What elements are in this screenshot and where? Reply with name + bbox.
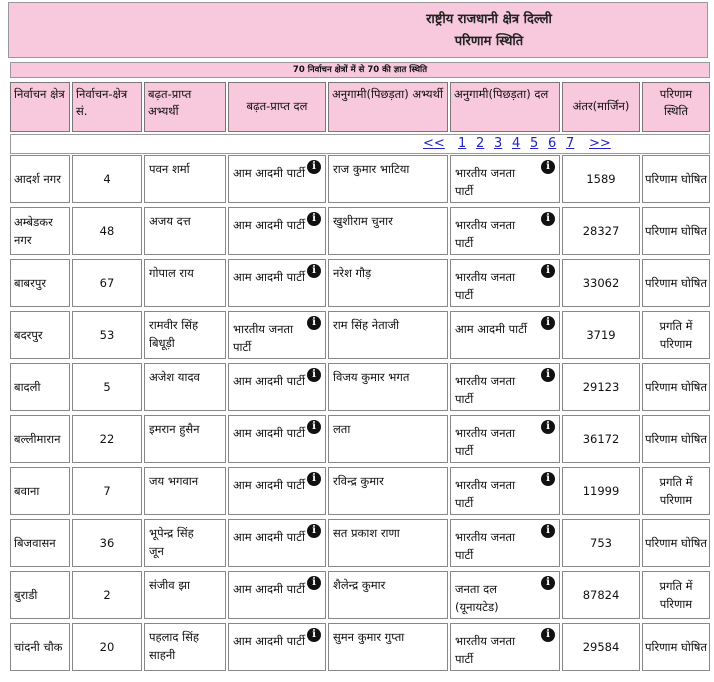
cell-constituency-text: बाबरपुर: [14, 276, 47, 290]
info-icon[interactable]: i: [541, 628, 555, 642]
cell-trailing-candidate-text: रविन्द्र कुमार: [333, 474, 384, 488]
party-name: भारतीय जनता पार्टी: [455, 426, 516, 458]
cell-const-no: [72, 467, 142, 515]
cell-trailing-party: [450, 259, 560, 307]
cell-trailing-candidate-text: नरेश गौड़: [333, 266, 372, 280]
cell-margin-text: 11999: [582, 484, 620, 498]
cell-trailing-candidate-text: लता: [333, 422, 351, 436]
cell-trailing-candidate-text: राम सिंह नेताजी: [333, 318, 400, 332]
cell-status-text: परिणाम घोषित: [645, 224, 707, 238]
info-icon[interactable]: i: [307, 160, 321, 174]
cell-margin-text: 29584: [582, 640, 620, 654]
cell-status-text: परिणाम घोषित: [645, 172, 707, 186]
cell-status-text: परिणाम घोषित: [645, 380, 707, 394]
cell-trailing-candidate: [328, 259, 448, 307]
header-trailing-candidate: अनुगामी(पिछड़ता) अभ्यर्थी: [328, 82, 448, 132]
cell-leading-party: [228, 467, 326, 515]
cell-const-no-text: 48: [99, 224, 115, 238]
cell-trailing-party: [450, 207, 560, 255]
cell-const-no-text: 53: [99, 328, 115, 342]
cell-leading-party: [228, 207, 326, 255]
party-name: भारतीय जनता पार्टी: [455, 374, 516, 406]
cell-leading-candidate-text: रामवीर सिंह बिधूड़ी: [149, 318, 199, 350]
cell-trailing-candidate-text: सुमन कुमार गुप्ता: [333, 630, 405, 644]
pager-next[interactable]: >>: [589, 136, 611, 151]
cell-margin: [562, 311, 640, 359]
page-title: राष्ट्रीय राजधानी क्षेत्र दिल्ली: [426, 12, 552, 27]
cell-constituency-text: चांदनी चौक: [14, 640, 63, 654]
info-icon[interactable]: i: [541, 368, 555, 382]
party-name: आम आदमी पार्टी: [233, 218, 305, 232]
cell-leading-party: [228, 311, 326, 359]
cell-leading-party: [228, 415, 326, 463]
cell-status-text: प्रगति में परिणाम: [659, 475, 693, 507]
cell-constituency: [10, 623, 70, 671]
party-name: भारतीय जनता पार्टी: [455, 634, 516, 666]
cell-status: [642, 259, 710, 307]
info-icon[interactable]: i: [541, 212, 555, 226]
cell-status-text: परिणाम घोषित: [645, 276, 707, 290]
cell-status-text: परिणाम घोषित: [645, 536, 707, 550]
cell-leading-candidate-text: पवन शर्मा: [149, 162, 190, 176]
info-icon[interactable]: i: [541, 420, 555, 434]
info-icon[interactable]: i: [307, 264, 321, 278]
cell-margin: [562, 155, 640, 203]
pagination: [10, 134, 710, 154]
cell-leading-candidate: [144, 519, 226, 567]
cell-trailing-candidate-text: सत प्रकाश राणा: [333, 526, 400, 540]
party-name: आम आदमी पार्टी: [233, 426, 305, 440]
cell-constituency: [10, 207, 70, 255]
party-name: भारतीय जनता पार्टी: [455, 270, 516, 302]
info-icon[interactable]: i: [307, 420, 321, 434]
cell-const-no-text: 4: [103, 172, 111, 186]
cell-margin: [562, 259, 640, 307]
cell-trailing-candidate-text: शैलेन्द्र कुमार: [333, 578, 386, 592]
cell-status: [642, 207, 710, 255]
party-name: आम आदमी पार्टी: [233, 582, 305, 596]
cell-status-text: परिणाम घोषित: [645, 432, 707, 446]
cell-margin-text: 28327: [582, 224, 620, 238]
cell-leading-candidate: [144, 207, 226, 255]
cell-const-no: [72, 415, 142, 463]
cell-margin-text: 3719: [586, 328, 616, 342]
cell-constituency: [10, 571, 70, 619]
cell-leading-candidate-text: जय भगवान: [149, 474, 199, 488]
party-name: आम आदमी पार्टी: [233, 634, 305, 648]
cell-margin-text: 33062: [582, 276, 620, 290]
cell-leading-candidate-text: अजय दत्त: [149, 214, 191, 228]
cell-status-text: प्रगति में परिणाम: [659, 579, 693, 611]
cell-margin-text: 87824: [582, 588, 620, 602]
cell-trailing-party: [450, 415, 560, 463]
pager-page-7[interactable]: 7: [566, 136, 575, 151]
pager-page-5[interactable]: 5: [530, 136, 539, 151]
cell-leading-candidate-text: भूपेन्द्र सिंह जून: [149, 526, 194, 558]
cell-status: [642, 467, 710, 515]
cell-const-no-text: 20: [99, 640, 115, 654]
cell-trailing-candidate: [328, 155, 448, 203]
cell-margin: [562, 363, 640, 411]
cell-constituency: [10, 311, 70, 359]
cell-leading-candidate: [144, 155, 226, 203]
cell-trailing-party: [450, 311, 560, 359]
header-leading-party: बढ़त-प्राप्त दल: [228, 82, 326, 132]
cell-const-no: [72, 363, 142, 411]
cell-leading-candidate-text: गोपाल राय: [149, 266, 194, 280]
cell-constituency: [10, 519, 70, 567]
cell-const-no: [72, 259, 142, 307]
pager-page-1[interactable]: 1: [458, 136, 467, 151]
cell-status: [642, 415, 710, 463]
pager-page-2[interactable]: 2: [476, 136, 485, 151]
cell-leading-candidate-text: संजीव झा: [149, 578, 191, 592]
header-leading-candidate: बढ़त-प्राप्त अभ्यर्थी: [144, 82, 226, 132]
header-constituency: निर्वाचन क्षेत्र: [10, 82, 70, 132]
pager-page-6[interactable]: 6: [548, 136, 557, 151]
cell-trailing-party: [450, 519, 560, 567]
cell-trailing-candidate: [328, 623, 448, 671]
cell-margin: [562, 623, 640, 671]
info-icon[interactable]: i: [541, 160, 555, 174]
cell-constituency-text: बुराडी: [14, 588, 38, 602]
cell-const-no: [72, 623, 142, 671]
cell-trailing-candidate-text: खुशीराम चुनार: [333, 214, 393, 228]
cell-trailing-candidate-text: विजय कुमार भगत: [333, 370, 410, 384]
cell-leading-party: [228, 259, 326, 307]
cell-trailing-party: [450, 363, 560, 411]
cell-leading-candidate: [144, 363, 226, 411]
party-name: भारतीय जनता पार्टी: [455, 166, 516, 198]
cell-constituency-text: बादली: [14, 380, 41, 394]
cell-const-no: [72, 207, 142, 255]
cell-status: [642, 311, 710, 359]
cell-leading-party: [228, 623, 326, 671]
pager-page-3[interactable]: 3: [494, 136, 503, 151]
cell-trailing-candidate: [328, 519, 448, 567]
party-name: जनता दल (यूनायटेड): [455, 582, 499, 614]
cell-leading-candidate-text: इमरान हुसैन: [149, 422, 200, 436]
cell-margin-text: 753: [590, 536, 612, 550]
info-icon[interactable]: i: [541, 264, 555, 278]
cell-margin: [562, 571, 640, 619]
cell-leading-party: [228, 155, 326, 203]
cell-trailing-candidate: [328, 207, 448, 255]
cell-const-no-text: 2: [103, 588, 111, 602]
info-icon[interactable]: i: [307, 212, 321, 226]
info-icon[interactable]: i: [307, 316, 321, 330]
cell-constituency: [10, 259, 70, 307]
party-name: भारतीय जनता पार्टी: [455, 218, 516, 250]
cell-leading-party: [228, 519, 326, 567]
info-icon[interactable]: i: [307, 576, 321, 590]
cell-constituency: [10, 155, 70, 203]
cell-status-text: परिणाम घोषित: [645, 640, 707, 654]
party-name: आम आदमी पार्टी: [233, 478, 305, 492]
cell-trailing-party: [450, 623, 560, 671]
info-icon[interactable]: i: [307, 472, 321, 486]
cell-trailing-candidate: [328, 467, 448, 515]
cell-leading-candidate: [144, 623, 226, 671]
cell-constituency: [10, 363, 70, 411]
cell-leading-candidate-text: अजेश यादव: [149, 370, 200, 384]
header-margin: अंतर(मार्जिन): [562, 82, 640, 132]
cell-trailing-party: [450, 571, 560, 619]
cell-leading-party: [228, 363, 326, 411]
party-name: आम आदमी पार्टी: [455, 322, 527, 336]
cell-status: [642, 363, 710, 411]
cell-leading-candidate: [144, 571, 226, 619]
info-icon[interactable]: i: [541, 316, 555, 330]
info-icon[interactable]: i: [307, 524, 321, 538]
header-trailing-party: अनुगामी(पिछड़ता) दल: [450, 82, 560, 132]
info-icon[interactable]: i: [541, 576, 555, 590]
cell-trailing-candidate-text: राज कुमार भाटिया: [333, 162, 410, 176]
cell-const-no-text: 36: [99, 536, 115, 550]
pager-page-4[interactable]: 4: [512, 136, 521, 151]
info-icon[interactable]: i: [307, 368, 321, 382]
info-icon[interactable]: i: [541, 472, 555, 486]
title-banner: [8, 2, 708, 58]
cell-status: [642, 155, 710, 203]
cell-margin-text: 36172: [582, 432, 620, 446]
cell-trailing-party: [450, 155, 560, 203]
cell-trailing-candidate: [328, 571, 448, 619]
party-name: आम आदमी पार्टी: [233, 374, 305, 388]
cell-constituency-text: बदरपुर: [14, 328, 43, 342]
cell-margin: [562, 207, 640, 255]
cell-const-no-text: 7: [103, 484, 111, 498]
party-name: आम आदमी पार्टी: [233, 166, 305, 180]
cell-status: [642, 623, 710, 671]
cell-status: [642, 519, 710, 567]
cell-constituency-text: बल्लीमारान: [14, 432, 61, 446]
status-summary: 70 निर्वाचन क्षेत्रों में से 70 की ज्ञात स्थिति: [10, 62, 710, 78]
header-const-no: निर्वाचन-क्षेत्र सं.: [72, 82, 142, 132]
cell-const-no-text: 5: [103, 380, 111, 394]
cell-trailing-party: [450, 467, 560, 515]
cell-constituency-text: बवाना: [14, 484, 40, 498]
cell-margin: [562, 519, 640, 567]
cell-constituency-text: आदर्श नगर: [14, 172, 61, 186]
cell-trailing-candidate: [328, 415, 448, 463]
cell-const-no: [72, 311, 142, 359]
cell-constituency: [10, 467, 70, 515]
cell-constituency-text: अम्बेडकर नगर: [14, 215, 53, 247]
info-icon[interactable]: i: [541, 524, 555, 538]
party-name: भारतीय जनता पार्टी: [233, 322, 294, 354]
cell-margin: [562, 467, 640, 515]
info-icon[interactable]: i: [307, 628, 321, 642]
cell-const-no-text: 22: [99, 432, 115, 446]
party-name: आम आदमी पार्टी: [233, 530, 305, 544]
header-status: परिणाम स्थिति: [642, 82, 710, 132]
cell-leading-candidate-text: पहलाद सिंह साहनी: [149, 630, 200, 662]
cell-margin: [562, 415, 640, 463]
cell-const-no: [72, 519, 142, 567]
party-name: भारतीय जनता पार्टी: [455, 530, 516, 562]
cell-leading-candidate: [144, 259, 226, 307]
cell-leading-candidate: [144, 415, 226, 463]
cell-leading-candidate: [144, 467, 226, 515]
cell-constituency-text: बिजवासन: [14, 536, 56, 550]
cell-margin-text: 1589: [586, 172, 616, 186]
cell-leading-party: [228, 571, 326, 619]
cell-constituency: [10, 415, 70, 463]
cell-const-no: [72, 155, 142, 203]
cell-leading-candidate: [144, 311, 226, 359]
cell-status-text: प्रगति में परिणाम: [659, 319, 693, 351]
cell-trailing-candidate: [328, 311, 448, 359]
party-name: भारतीय जनता पार्टी: [455, 478, 516, 510]
pager-prev[interactable]: <<: [423, 136, 445, 151]
party-name: आम आदमी पार्टी: [233, 270, 305, 284]
cell-status: [642, 571, 710, 619]
cell-const-no: [72, 571, 142, 619]
cell-const-no-text: 67: [99, 276, 115, 290]
page-subtitle: परिणाम स्थिति: [454, 34, 524, 49]
cell-margin-text: 29123: [582, 380, 620, 394]
cell-trailing-candidate: [328, 363, 448, 411]
